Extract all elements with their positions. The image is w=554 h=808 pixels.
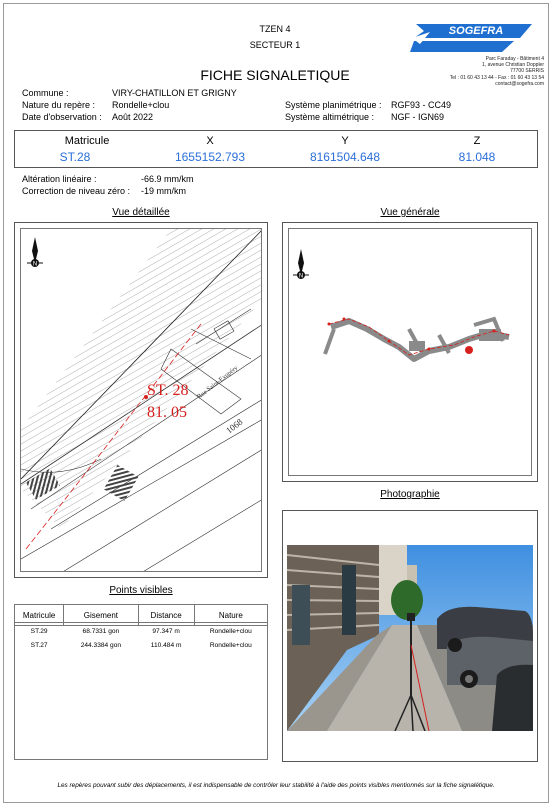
matricule-header: Matricule: [64, 135, 110, 147]
general-map: [288, 228, 532, 476]
correction-label: Correction de niveau zéro :: [22, 186, 131, 196]
plan-system-value: RGF93 - CC49: [391, 100, 452, 110]
table-row: ST.29 68.7331 gon 97.347 m Rondelle+clou: [30, 628, 252, 635]
nature-label: Nature du repère :: [22, 100, 96, 110]
date-label: Date d'observation :: [22, 112, 102, 122]
nature-value: Rondelle+clou: [112, 100, 170, 110]
general-view-title: Vue générale: [380, 207, 440, 218]
matricule-value: ST.28: [59, 150, 91, 164]
alteration-value: -66.9 mm/km: [141, 174, 194, 184]
col-distance: Distance: [138, 605, 194, 626]
col-matricule: Matricule: [15, 605, 64, 626]
footer-note: Les repères pouvant subir des déplacements, il est indispensable de contrôler leur stabilité à l'aide des points visibles mentionnés sur la fiche signalétique.: [57, 782, 495, 789]
x-value: 1655152.793: [174, 150, 246, 164]
sogefra-logo: [410, 22, 534, 54]
y-value: 8161504.648: [309, 150, 381, 164]
company-address: Parc Faraday - Bâtiment 4 1, avenue Christian Doppler 77700 SERRIS Tel : 01 60 43 13 44 - Fax : 01 60 43 13 54 contact@sogefra.com: [449, 56, 544, 87]
alti-system-label: Système altimétrique :: [285, 112, 375, 122]
y-header: Y: [341, 135, 349, 147]
plan-system-label: Système planimétrique :: [285, 100, 382, 110]
plot-label: 1068: [224, 416, 245, 436]
detail-map: [20, 228, 262, 572]
alteration-label: Altération linéaire :: [22, 174, 97, 184]
page-title: FICHE SIGNALETIQUE: [200, 67, 350, 83]
sector-name: SECTEUR 1: [249, 40, 301, 50]
photo-title: Photographie: [380, 489, 440, 500]
x-header: X: [206, 135, 214, 147]
site-photo: [287, 545, 533, 731]
commune-value: VIRY-CHATILLON ET GRIGNY: [112, 88, 237, 98]
detail-altitude-label: 81. 05: [147, 404, 187, 421]
table-row: ST.27 244.3384 gon 110.484 m Rondelle+clou: [30, 642, 252, 649]
z-value: 81.048: [458, 150, 496, 164]
correction-value: -19 mm/km: [141, 186, 186, 196]
detail-station-label: ST. 28: [147, 382, 189, 399]
coordinates-box: [14, 130, 538, 168]
col-gisement: Gisement: [64, 605, 138, 626]
date-value: Août 2022: [112, 112, 154, 122]
svg-text:N: N: [298, 273, 304, 280]
logo-text: SOGEFRA: [448, 25, 504, 37]
alti-system-value: NGF - IGN69: [391, 112, 445, 122]
col-nature: Nature: [194, 605, 267, 626]
points-visibles-body: [14, 622, 268, 760]
svg-text:N: N: [32, 261, 38, 268]
points-visibles-title: Points visibles: [109, 585, 173, 596]
detail-view-title: Vue détaillée: [112, 207, 170, 218]
commune-label: Commune :: [22, 88, 69, 98]
z-header: Z: [473, 135, 481, 147]
project-name: TZEN 4: [259, 24, 291, 34]
street-label: Rue Saint-Exupéry: [195, 364, 240, 401]
